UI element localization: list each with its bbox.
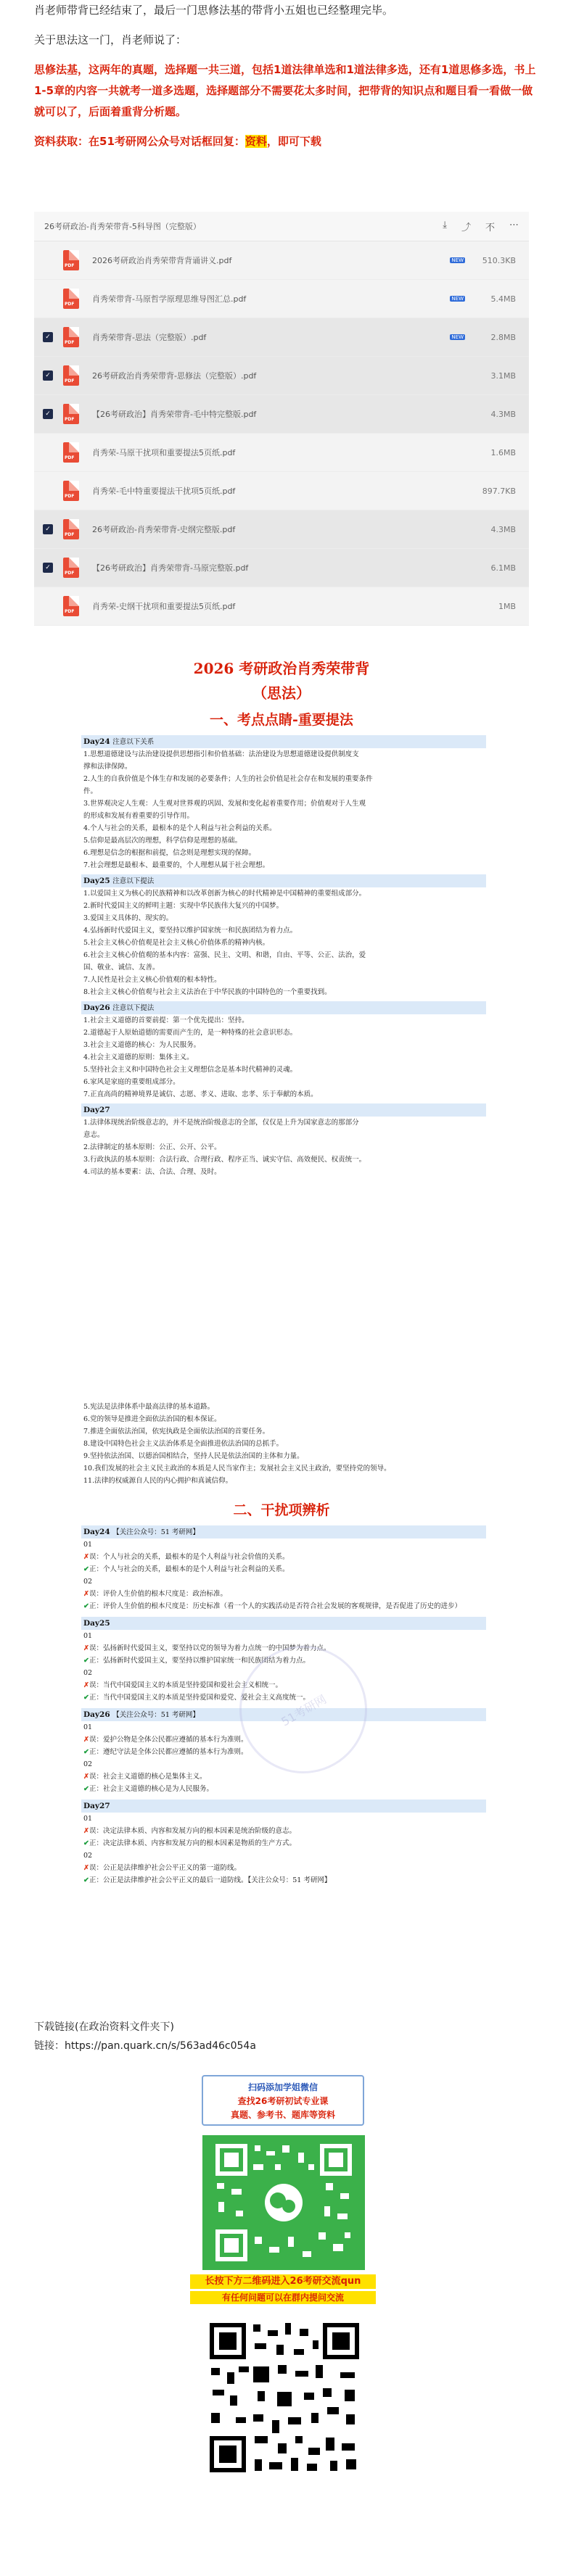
file-toolbar xyxy=(443,220,519,233)
file-size: 4.3MB xyxy=(490,524,516,534)
key-point-line: 7.推进全面依法治国，依宪执政是全面依法治国的首要任务。 xyxy=(83,1428,270,1436)
wrong-statement: ✗误：社会主义道德的核心是集体主义。 xyxy=(83,1773,207,1781)
file-name: 肖秀荣-毛中特重要提法干扰项5页纸.pdf xyxy=(92,486,236,496)
key-point-line: 7.社会理想是最根本、最重要的，个人理想从属于社会理想。 xyxy=(83,861,270,869)
pdf-file-icon xyxy=(63,404,79,424)
download-caption: 下载链接(在政治资料文件夹下) xyxy=(34,2021,174,2033)
day-label: Day24 xyxy=(83,737,110,746)
check-icon: ✔ xyxy=(83,1602,89,1610)
new-badge: NEW xyxy=(451,257,464,263)
key-point-line: 5.社会主义核心价值观是社会主义核心价值体系的精神内核。 xyxy=(83,939,270,947)
file-browser xyxy=(34,212,529,626)
cross-icon: ✗ xyxy=(83,1681,89,1689)
correct-statement: ✔正：决定法律本质、内容和发展方向的根本因素是物质的生产方式。 xyxy=(83,1839,296,1847)
file-size: 4.3MB xyxy=(490,409,516,419)
day-sublabel: 注意以下提法 xyxy=(112,877,155,885)
item-number: 01 xyxy=(83,1723,93,1731)
file-row[interactable] xyxy=(34,241,529,280)
wrong-statement: ✗误：当代中国爱国主义的本质是坚持爱国和爱社会主义相统一。 xyxy=(83,1681,282,1689)
day-sublabel: 【关注公众号：51 考研网】 xyxy=(112,1711,200,1719)
download-icon[interactable]: ⤓ xyxy=(443,219,447,231)
day-header xyxy=(81,1525,486,1538)
cross-icon: ✗ xyxy=(83,1864,89,1872)
file-row[interactable] xyxy=(34,357,529,395)
file-size: 2.8MB xyxy=(490,332,516,342)
item-number: 02 xyxy=(83,1578,93,1586)
qr-caption-2: 有任何问题可以在群内提问交流 xyxy=(190,2291,376,2304)
key-point-line: 意志。 xyxy=(83,1131,104,1139)
wrong-statement: ✗误：评价人生价值的根本尺度是：政治标准。 xyxy=(83,1590,227,1598)
cross-icon: ✗ xyxy=(83,1553,89,1561)
check-icon: ✔ xyxy=(83,1748,89,1756)
key-point-line: 1.思想道德建设与法治建设提供思想指引和价值基础：法治建设为思想道德建设提供制度支 xyxy=(83,750,359,758)
key-point-line: 6.党的领导是推进全面依法治国的根本保证。 xyxy=(83,1415,221,1423)
item-number: 02 xyxy=(83,1669,93,1677)
doc-subtitle: （思法） xyxy=(252,684,311,702)
key-points-continued xyxy=(81,1401,486,1487)
key-point-line: 5.坚持社会主义和中国特色社会主义理想信念是基本时代精神的灵魂。 xyxy=(83,1066,297,1074)
check-icon: ✔ xyxy=(83,1565,89,1573)
key-point-line: 6.理想是信念的根据和前提，信念则是理想实现的保障。 xyxy=(83,849,256,857)
file-checkbox[interactable]: ✓ xyxy=(43,524,53,534)
file-checkbox[interactable]: ✓ xyxy=(43,563,53,573)
file-size: 1MB xyxy=(498,601,516,611)
new-badge: NEW xyxy=(451,334,464,340)
promo-box xyxy=(202,2075,364,2126)
file-name: 肖秀荣-史纲干扰项和重要提法5页纸.pdf xyxy=(92,602,236,611)
day-label: Day27 xyxy=(83,1106,110,1114)
file-name: 【26考研政治】肖秀荣带背-毛中特完整版.pdf xyxy=(92,410,257,419)
pdf-file-icon xyxy=(63,596,79,616)
promo-line-3: 真题、参考书、题库等资料 xyxy=(230,2110,335,2120)
resource-note: 资料获取：在51考研网公众号对话框回复：资料，即可下载 xyxy=(34,135,321,148)
day-label: Day25 xyxy=(83,1619,110,1628)
intro-text xyxy=(34,0,542,161)
wrong-statement: ✗误：个人与社会的关系，最根本的是个人利益与社会价值的关系。 xyxy=(83,1553,289,1561)
day-header xyxy=(81,1800,486,1813)
key-point-line: 7.正直高尚的精神境界是诚信、志愿、孝义、进取、忠孝、乐于奉献的本质。 xyxy=(83,1090,318,1098)
key-point-line: 11.法律的权威源自人民的内心拥护和真诚信仰。 xyxy=(83,1477,233,1485)
key-point-line: 7.人民性是社会主义核心价值观的根本特性。 xyxy=(83,976,221,984)
file-name: 26考研政治肖秀荣带背-思修法（完整版）.pdf xyxy=(92,371,257,381)
item-number: 02 xyxy=(83,1852,93,1860)
key-point-line: 6.社会主义核心价值观的基本内容：富强、民主、文明、和谐，自由、平等、公正、法治，爱 xyxy=(83,951,366,959)
key-point-line: 8.社会主义核心价值观与社会主义法治在于中华民族的中国特色的一个重要找到。 xyxy=(83,988,332,996)
correct-statement: ✔正：当代中国爱国主义的本质是坚持爱国和爱党、爱社会主义高度统一。 xyxy=(83,1694,310,1702)
file-browser-header xyxy=(34,212,529,241)
day-header xyxy=(81,1103,486,1117)
day-label: Day26 xyxy=(83,1710,110,1719)
promo-line-2: 查找26考研初试专业课 xyxy=(237,2096,329,2106)
file-size: 897.7KB xyxy=(482,486,516,496)
pdf-file-icon xyxy=(63,558,79,578)
file-list xyxy=(34,241,529,626)
file-row[interactable] xyxy=(34,395,529,434)
key-point-line: 4.弘扬新时代爱国主义，要坚持以维护国家统一和民族团结为着力点。 xyxy=(83,927,297,935)
cross-icon: ✗ xyxy=(83,1736,89,1744)
file-name: 肖秀荣带背-马原哲学原理思维导图汇总.pdf xyxy=(92,294,247,304)
key-point-line: 5.宪法是法律体系中最高法律的基本道路。 xyxy=(83,1403,215,1411)
check-icon: ✔ xyxy=(83,1657,89,1665)
correct-statement: ✔正：公正是法律维护社会公平正义的最后一道防线。【关注公众号：51 考研网】 xyxy=(83,1876,332,1884)
item-number: 01 xyxy=(83,1541,93,1549)
key-point-line: 5.信仰是最高层次的理想，科学信仰是理想的基础。 xyxy=(83,837,242,845)
key-point-line: 1.以爱国主义为核心的民族精神和以改革创新为核心的时代精神是中国精神的重要组成部分。 xyxy=(83,890,366,898)
cross-icon: ✗ xyxy=(83,1827,89,1835)
file-size: 3.1MB xyxy=(490,370,516,381)
intro-para-2: 关于思法这一门，肖老师说了： xyxy=(34,33,187,46)
group-qr-code[interactable] xyxy=(207,2320,362,2475)
file-checkbox[interactable]: ✓ xyxy=(43,370,53,381)
download-section xyxy=(34,2018,256,2055)
file-name: 26考研政治-肖秀荣带背-史纲完整版.pdf xyxy=(92,525,236,534)
day-header xyxy=(81,874,486,887)
day-label: Day24 xyxy=(83,1528,110,1536)
key-point-line: 的形成和发展有着重要的引导作用。 xyxy=(83,812,194,820)
check-icon: ✔ xyxy=(83,1876,89,1884)
qr-pattern-green xyxy=(202,2135,365,2270)
file-row[interactable] xyxy=(34,434,529,472)
correct-statement: ✔正：弘扬新时代爱国主义，要坚持以维护国家统一和民族团结为着力点。 xyxy=(83,1657,310,1665)
new-badge: NEW xyxy=(451,296,464,302)
qr-pattern-black xyxy=(207,2320,362,2475)
file-size: 510.3KB xyxy=(482,255,516,265)
folder-path: 26考研政治-肖秀荣带背-5科导图（完整版） xyxy=(44,222,201,231)
day-label: Day26 xyxy=(83,1003,110,1012)
item-number: 01 xyxy=(83,1815,93,1823)
more-icon[interactable]: ⋯ xyxy=(509,219,519,231)
key-point-line: 2.法律制定的基本原则：公正、公开、公平。 xyxy=(83,1143,221,1151)
download-link[interactable]: 链接：https://pan.quark.cn/s/563ad46c054a xyxy=(34,2040,256,2052)
file-name: 【26考研政治】肖秀荣带背-马原完整版.pdf xyxy=(92,563,249,573)
file-row[interactable] xyxy=(34,280,529,318)
item-number: 01 xyxy=(83,1632,93,1640)
file-checkbox[interactable]: ✓ xyxy=(43,332,53,342)
pdf-file-icon xyxy=(63,519,79,539)
check-icon: ✔ xyxy=(83,1839,89,1847)
file-size: 5.4MB xyxy=(490,294,516,304)
pdf-file-icon xyxy=(63,442,79,463)
file-row[interactable] xyxy=(34,549,529,587)
day-sublabel: 注意以下关系 xyxy=(112,738,155,746)
share-icon[interactable]: ⤴ xyxy=(461,222,471,233)
day-header xyxy=(81,735,486,748)
check-icon: ✔ xyxy=(83,1694,89,1702)
key-point-line: 国、敬业、诚信、友善。 xyxy=(83,964,160,972)
key-point-line: 撑和法律保障。 xyxy=(83,763,132,771)
correct-statement: ✔正：个人与社会的关系，最根本的是个人利益与社会利益的关系。 xyxy=(83,1565,289,1573)
key-point-line: 2.道德起于人原始道德的需要而产生的，是一种特殊的社会意识形态。 xyxy=(83,1029,297,1037)
key-point-line: 3.世界观决定人生观：人生观对世界观的巩固、发展和变化起着重要作用；价值观对于人生观 xyxy=(83,800,366,808)
watermark: 51考研网 xyxy=(216,1623,390,1797)
wrong-statement: ✗误：爱护公物是全体公民都应遵循的基本行为准则。 xyxy=(83,1736,248,1744)
pdf-file-icon xyxy=(63,250,79,270)
file-checkbox[interactable]: ✓ xyxy=(43,409,53,419)
key-point-line: 2.人生的自我价值是个体生存和发展的必要条件；人生的社会价值是社会存在和发展的重要条件 xyxy=(83,775,373,783)
day-header xyxy=(81,1001,486,1014)
check-icon: ✔ xyxy=(83,1785,89,1793)
file-name: 肖秀荣带背-思法（完整版）.pdf xyxy=(92,333,207,342)
wrong-statement: ✗误：决定法律本质、内容和发展方向的根本因素是统治阶级的意志。 xyxy=(83,1827,296,1835)
key-point-line: 8.建设中国特色社会主义法治体系是全面推进依法治国的总抓手。 xyxy=(83,1440,284,1448)
qr-caption-1: 长按下方二维码进入26考研交流qun xyxy=(190,2274,376,2289)
cross-icon: ✗ xyxy=(83,1644,89,1652)
promo-line-1: 扫码添加学姐微信 xyxy=(247,2082,318,2092)
day-sublabel: 【关注公众号：51 考研网】 xyxy=(112,1528,200,1536)
key-point-line: 10.我们发展的社会主义民主政治的本质是人民当家作主；发展社会主义民主政治，要坚持党的领导。 xyxy=(83,1465,391,1473)
day-label: Day27 xyxy=(83,1802,110,1810)
key-point-line: 4.个人与社会的关系，最根本的是个人利益与社会利益的关系。 xyxy=(83,824,276,832)
correct-statement: ✔正：社会主义道德的核心是为人民服务。 xyxy=(83,1785,213,1793)
key-point-line: 3.社会主义道德的核心：为人民服务。 xyxy=(83,1041,201,1049)
cross-icon: ✗ xyxy=(83,1590,89,1598)
wrong-statement: ✗误：公正是法律维护社会公平正义的第一道防线。 xyxy=(83,1864,241,1872)
wechat-qr-code[interactable] xyxy=(202,2135,365,2270)
intro-para-1: 肖老师带背已经结束了，最后一门思修法基的带背小五姐也已经整理完毕。 xyxy=(34,4,394,17)
file-size: 1.6MB xyxy=(490,447,516,457)
file-name: 肖秀荣-马原干扰项和重要提法5页纸.pdf xyxy=(92,448,236,457)
file-row[interactable] xyxy=(34,318,529,357)
correct-statement: ✔正：评价人生价值的根本尺度是：历史标准（看一个人的实践活动是否符合社会发展的客观规律，是否促进了历史的进步） xyxy=(83,1602,461,1610)
key-point-line: 6.家风是家庭的重要组成部分。 xyxy=(83,1078,180,1086)
item-number: 02 xyxy=(83,1760,93,1768)
key-point-line: 4.司法的基本要素：法、合法、合理、及时。 xyxy=(83,1168,221,1176)
section-title-1: 一、考点点睛-重要提法 xyxy=(210,712,353,728)
key-point-line: 1.社会主义道德的首要前提：第一个优先提出：坚持。 xyxy=(83,1016,249,1024)
cross-icon: ✗ xyxy=(83,1773,89,1781)
char-icon[interactable]: 不 xyxy=(485,222,495,233)
doc-title: 2026 考研政治肖秀荣带背 xyxy=(193,660,370,677)
file-row[interactable] xyxy=(34,472,529,510)
correct-statement: ✔正：遵纪守法是全体公民都应遵循的基本行为准则。 xyxy=(83,1748,248,1756)
section-title-2: 二、干扰项辨析 xyxy=(233,1502,330,1518)
day-label: Day25 xyxy=(83,877,110,885)
key-points-list xyxy=(81,735,486,1181)
resource-keyword: 资料 xyxy=(244,135,267,148)
key-point-line: 2.新时代爱国主义的鲜明主题：实现中华民族伟大复兴的中国梦。 xyxy=(83,902,284,910)
day-header xyxy=(81,1617,486,1630)
key-point-line: 3.行政执法的基本原则：合法行政、合理行政、程序正当、诚实守信、高效便民、权责统一。 xyxy=(83,1156,366,1164)
key-point-line: 1.法律体现统治阶级意志的，并不是统治阶级意志的全部，仅仅是上升为国家意志的那部分 xyxy=(83,1119,359,1127)
key-point-line: 9.坚持依法治国、以德治国相结合，坚持人民是依法治国的主体和力量。 xyxy=(83,1452,304,1460)
file-row[interactable] xyxy=(34,510,529,549)
pdf-file-icon xyxy=(63,481,79,501)
key-point-line: 3.爱国主义具体的、现实的。 xyxy=(83,914,173,922)
key-point-line: 4.社会主义道德的原则：集体主义。 xyxy=(83,1053,194,1061)
file-name: 2026考研政治肖秀荣带背背诵讲义.pdf xyxy=(92,256,232,265)
wrong-statement: ✗误：弘扬新时代爱国主义，要坚持以党的领导为着力点统一的中国梦为着力点。 xyxy=(83,1644,331,1652)
pdf-file-icon xyxy=(63,327,79,347)
file-size: 6.1MB xyxy=(490,563,516,573)
intro-para-3: 思修法基，这两年的真题，选择题一共三道，包括1道法律单选和1道法律多选，还有1道思修多选，书上1-5章的内容一共就考一道多选题，选择题部分不需要花太多时间，把带背的知识点和题目看一看做一做就可以了，后面着重背分析题。 xyxy=(34,63,536,118)
pdf-file-icon xyxy=(63,289,79,309)
file-row[interactable] xyxy=(34,587,529,626)
day-sublabel: 注意以下提法 xyxy=(112,1004,155,1012)
key-point-line: 件。 xyxy=(83,787,98,795)
pdf-file-icon xyxy=(63,365,79,386)
